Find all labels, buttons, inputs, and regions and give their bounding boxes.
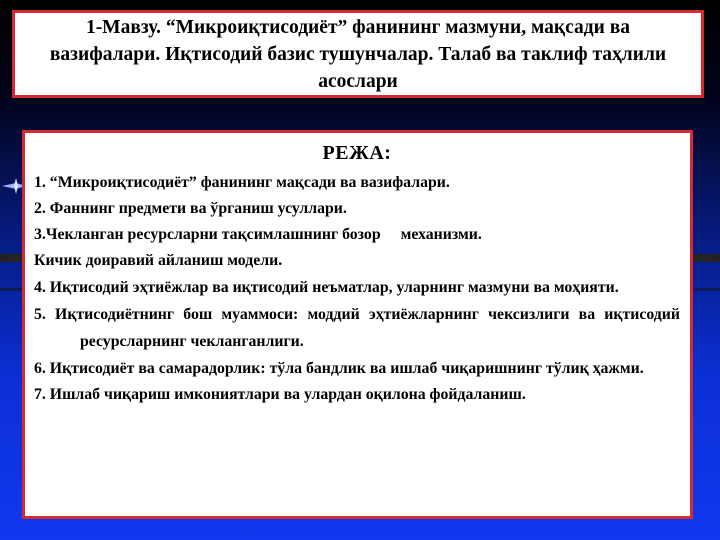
plan-item-2: 2. Фаннинг предмети ва ўрганиш усуллари. — [34, 200, 347, 217]
plan-box — [22, 130, 693, 519]
slide-title: 1-Мавзу. “Микроиқтисодиёт” фанининг мазмуни, мақсади ва вазифалари. Иқтисодий базис тушунчалар. Талаб ва таклиф таҳлили асослари — [49, 16, 667, 92]
plan-item-6: 6. Иқтисодиёт ва самарадорлик: тўла бандлик ва ишлаб чиқаришнинг тўлиқ ҳажми. — [34, 360, 644, 377]
plan-heading: РЕЖА: — [322, 142, 392, 164]
plan-item-3-text: 3.Чекланган ресурсларни тақсимлашнинг бозор — [34, 226, 381, 243]
plan-item-3-sub: Кичик доиравий айланиш модели. — [34, 252, 283, 269]
plan-item-4: 4. Иқтисодий эҳтиёжлар ва иқтисодий неъматлар, уларнинг мазмуни ва моҳияти. — [34, 279, 619, 296]
plan-item-1: 1. “Микроиқтисодиёт” фанининг мақсади ва вазифалари. — [34, 174, 450, 191]
plan-item-3-tail: механизми. — [400, 226, 482, 243]
plan-item-7: 7. Ишлаб чиқариш имкониятлари ва улардан оқилона фойдаланиш. — [34, 386, 526, 403]
plan-item-3 — [34, 222, 680, 248]
plan-item-5: 5. Иқтисодиётнинг бош муаммоси: моддий эҳтиёжларнинг чексизлиги ва иқтисодий ресурсларнинг чекланганлиги. — [34, 306, 680, 350]
title-box — [12, 10, 704, 98]
